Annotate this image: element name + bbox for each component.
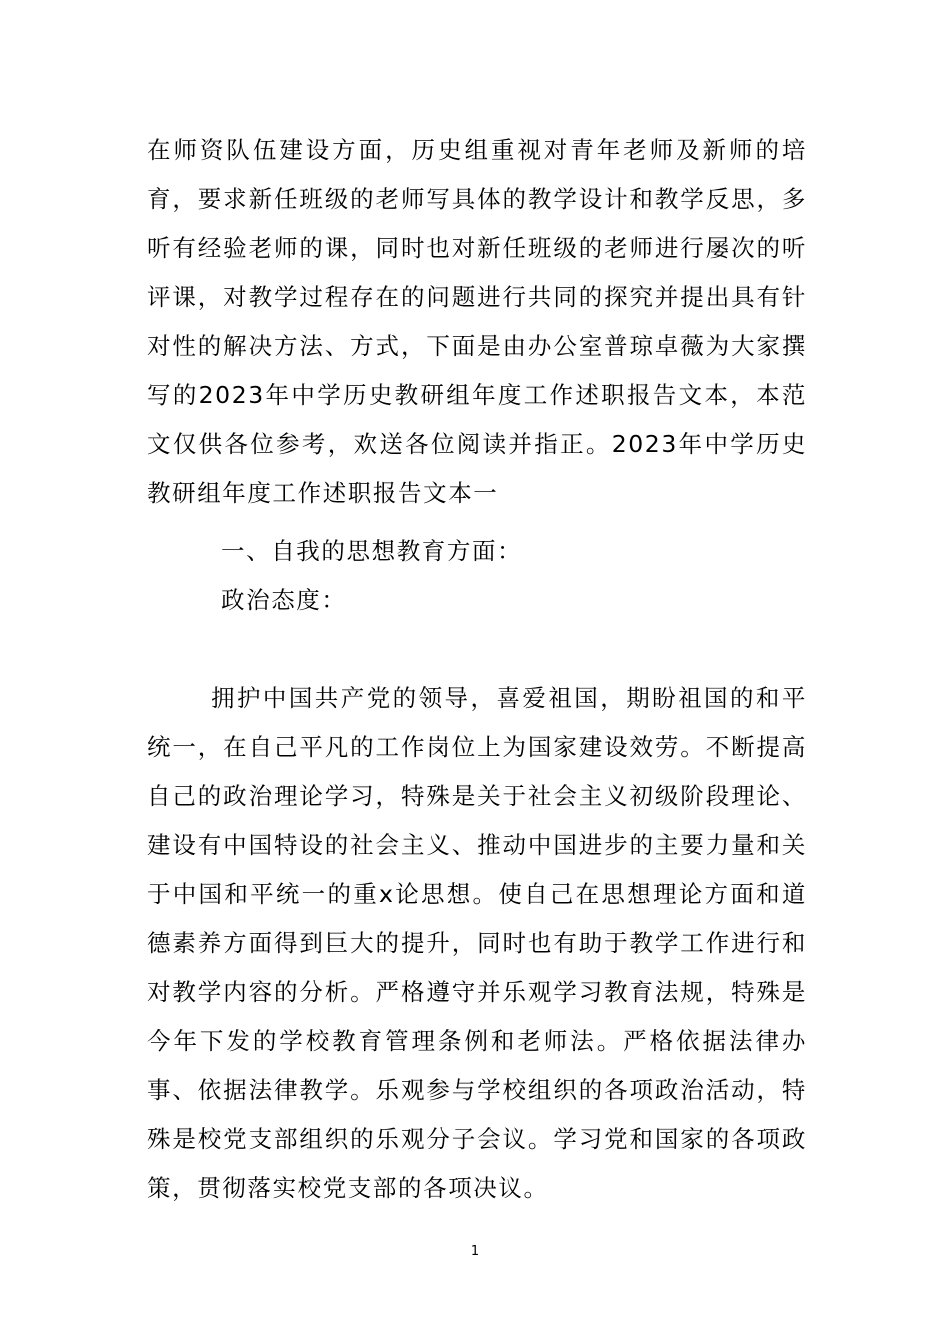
section-heading: 一、自我的思想教育方面：: [221, 537, 523, 565]
page-number: 1: [470, 1244, 480, 1259]
subsection-heading: 政治态度：: [221, 586, 347, 614]
body-paragraph: 拥护中国共产党的领导，喜爱祖国，期盼祖国的和平统一，在自己平凡的工作岗位上为国家建设效劳。不断提高自己的政治理论学习，特殊是关于社会主义初级阶段理论、建设有中国特设的社会主义、推动中国进步的主要力量和关于中国和平统一的重x论思想。使自己在思想理论方面和道德素养方面得到巨大的提升，同时也有助于教学工作进行和对教学内容的分析。严格遵守并乐观学习教育法规，特殊是今年下发的学校教育管理条例和老师法。严格依据法律办事、依据法律教学。乐观参与学校组织的各项政治活动，特殊是校党支部组织的乐观分子会议。学习党和国家的各项政策，贯彻落实校党支部的各项决议。: [147, 684, 807, 1202]
intro-paragraph: 在师资队伍建设方面，历史组重视对青年老师及新师的培育，要求新任班级的老师写具体的教学设计和教学反思，多听有经验老师的课，同时也对新任班级的老师进行屡次的听评课，对教学过程存在的问题进行共同的探究并提出具有针对性的解决方法、方式，下面是由办公室普琼卓薇为大家撰写的2023年中学历史教研组年度工作述职报告文本，本范文仅供各位参考，欢送各位阅读并指正。2023年中学历史教研组年度工作述职报告文本一: [147, 136, 807, 507]
